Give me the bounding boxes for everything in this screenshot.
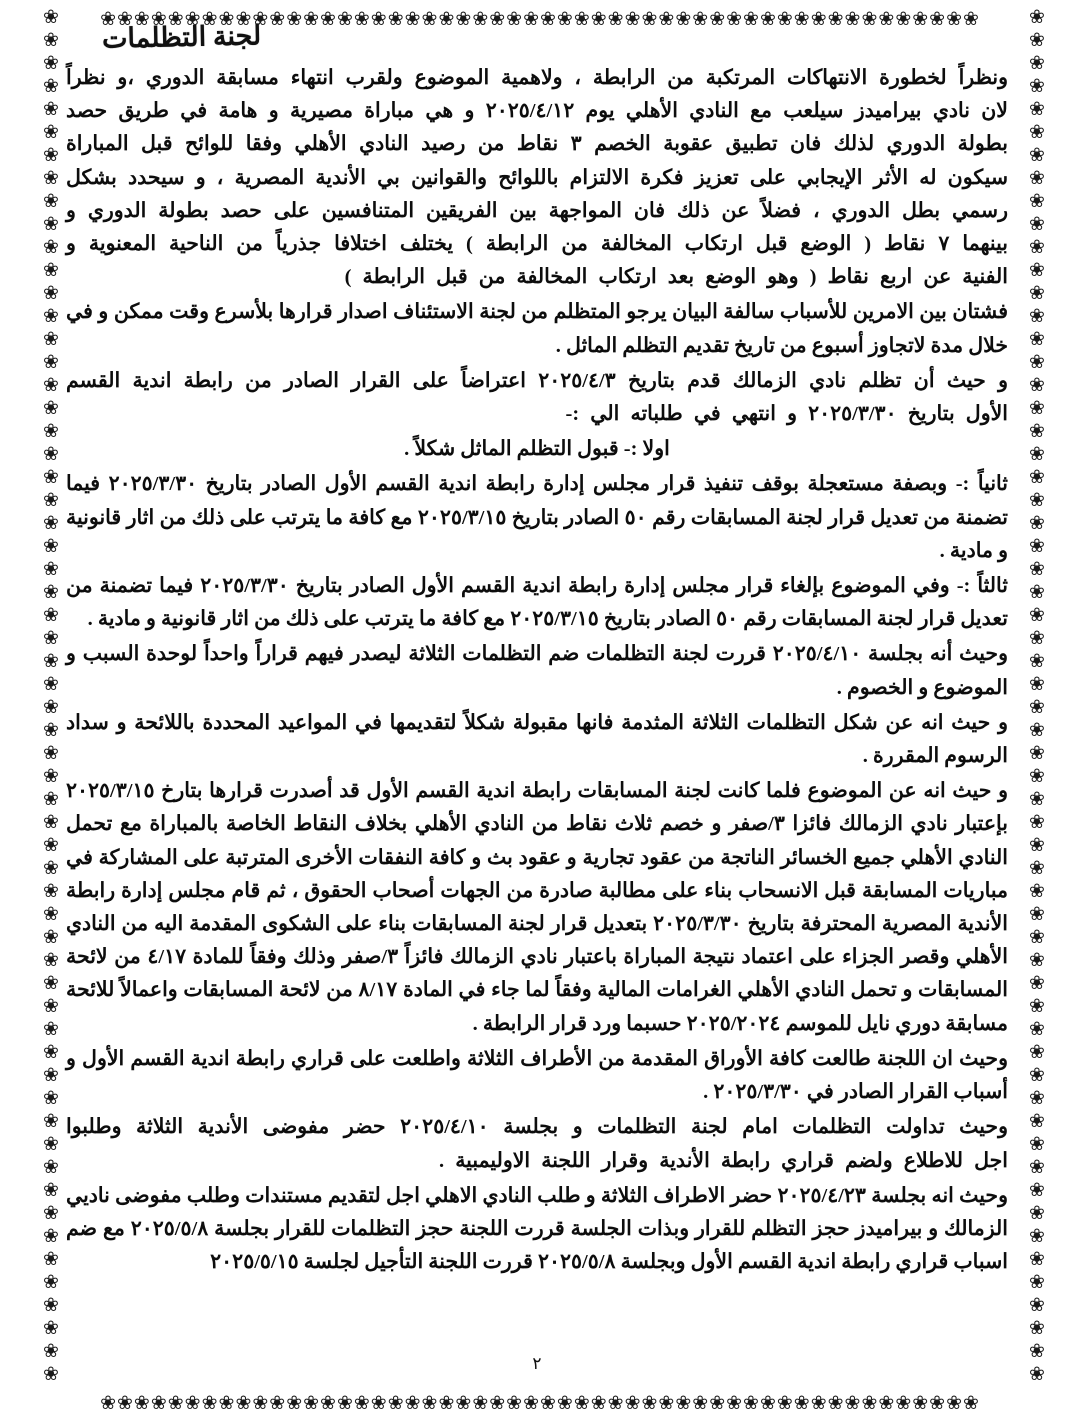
paragraph-request-second: ثانياً :- وبصفة مستعجلة بوقف تنفيذ قرار مجلس إدارة رابطة اندية القسم الأول الصادر بتاريخ ٢٠٢٥/٣/٣٠ فيما تضمنة من تعديل قرار لجنة المسابقات رقم ٥٠ الصادر بتاريخ ٢٠٢٥/٣/١٥ مع كافة ما يترتب على ذلك من اثار قانونية و مادية .	[66, 473, 1008, 562]
paragraph-1: ونظراً لخطورة الانتهاكات المرتكبة من الرابطة ، ولاهمية الموضوع ولقرب انتهاء مسابقة الدوري ،و نظراً لان نادي بيراميدز سيلعب مع النادي الأهلي يوم ٢٠٢٥/٤/١٢ و هي مباراة مصيرية و هامة في طريق حصد بطولة الدوري لذلك فان تطبيق عقوبة الخصم ٣ نقاط من رصيد النادي الأهلي وفقا للوائح قبل المباراة سيكون له الأثر الإيجابي على تعزيز فكرة الالتزام باللوائح والقوانين بي الأندية المصرية ، و سيحدد بشكل رسمي بطل الدوري ، فضلاً عن ذلك فان المواجهة بين الفريقين المتنافسين على حصد بطولة الدوري و بينهما ٧ نقاط ( الوضع قبل ارتكاب المخالفة من الرابطة ) يختلف اختلافا جذرياً من الناحية المعنوية و الفنية عن اربع نقاط ( وهو الوضع بعد ارتكاب المخالفة من قبل الرابطة )	[66, 67, 1009, 289]
committee-stamp: لجنة التظلمات	[101, 20, 262, 54]
border-top: ❀❀❀❀❀❀❀❀❀❀❀❀❀❀❀❀❀❀❀❀❀❀❀❀❀❀❀❀❀❀❀❀❀❀❀❀❀❀❀❀❀❀❀❀❀❀❀❀❀❀❀❀	[100, 8, 980, 30]
paragraph-3: و حيث أن تظلم نادي الزمالك قدم بتاريخ ٢٠٢٥/٤/٣ اعتراضاً على القرار الصادر من رابطة اندية القسم الأول بتاريخ ٢٠٢٥/٣/٣٠ و انتهي في طلباته الي :-	[66, 369, 1008, 426]
document-body	[66, 62, 1008, 1279]
paragraph-hearing-2: وحيث انه بجلسة ٢٠٢٥/٤/٢٣ حضر الاطراف الثلاثة و طلب النادي الاهلي اجل لتقديم مستندات وطلب مفوضى ناديي الزمالك و بيراميدز حجز التظلم للقرار وبذات الجلسة قررت اللجنة حجز التظلمات للقرار بجلسة ٢٠٢٥/٥/٨ مع ضم اسباب قراري رابطة اندية القسم الأول وبجلسة ٢٠٢٥/٥/٨ قررت اللجنة التأجيل لجلسة ٢٠٢٥/٥/١٥	[66, 1184, 1008, 1274]
paragraph-request-first: اولا :- قبول التظلم الماثل شكلاً .	[404, 438, 670, 461]
paragraph-session-merge: وحيث أنه بجلسة ٢٠٢٥/٤/١٠ قررت لجنة التظلمات ضم التظلمات الثلاثة ليصدر فيهم قراراً واحداً لوحدة السبب و الموضوع و الخصوم .	[66, 643, 1008, 699]
border-left: ❀❀❀❀❀❀❀❀❀❀❀❀❀❀❀❀❀❀❀❀❀❀❀❀❀❀❀❀❀❀❀❀❀❀❀❀❀❀❀❀❀❀❀❀❀❀❀❀❀❀❀❀❀❀❀❀❀❀❀❀	[43, 6, 59, 1385]
paragraph-request-third: ثالثاً :- وفي الموضوع بإلغاء قرار مجلس إدارة رابطة اندية القسم الأول الصادر بتاريخ ٢٠٢٥/٣/٣٠ فيما تضمنة من تعديل قرار لجنة المسابقات رقم ٥٠ الصادر بتاريخ ٢٠٢٥/٣/١٥ مع كافة ما يترتب على ذلك من اثار قانونية و مادية .	[66, 575, 1008, 631]
paragraph-subject: و حيث انه عن الموضوع فلما كانت لجنة المسابقات رابطة اندية القسم الأول قد أصدرت قرارها بتارخ ٢٠٢٥/٣/١٥ بإعتبار نادي الزمالك فائزا ٣/صفر و خصم ثلاث نقاط من النادي الأهلي بخلاف النقاط الخاصة بالمباراة مع تحمل النادي الأهلي جميع الخسائر الناتجة من عقود تجارية و عقود بث و كافة النفقات الأخرى المترتبة على المشاركة في مباريات المسابقة قبل الانسحاب بناء على مطالبة صادرة من الجهات أصحاب الحقوق ، ثم قام مجلس إدارة رابطة الأندية المصرية المحترفة بتاريخ ٢٠٢٥/٣/٣٠ بتعديل قرار لجنة المسابقات بناء على الشكوى المقدمة اليه من النادي الأهلي وقصر الجزاء على اعتماد نتيجة المباراة باعتبار نادي الزمالك فائزاً ٣/صفر وذلك وفقاً للمادة ٤/١٧ من لائحة المسابقات و تحمل النادي الأهلي الغرامات المالية وفقاً لما جاء في المادة ٨/١٧ من لائحة المسابقات واعمالاً للائحة مسابقة دوري نايل للموسم ٢٠٢٥/٢٠٢٤ حسبما ورد قرار الرابطة .	[66, 780, 1009, 1035]
border-bottom: ❀❀❀❀❀❀❀❀❀❀❀❀❀❀❀❀❀❀❀❀❀❀❀❀❀❀❀❀❀❀❀❀❀❀❀❀❀❀❀❀❀❀❀❀❀❀❀❀❀❀❀❀	[100, 1392, 980, 1414]
paragraph-review: وحيث ان اللجنة طالعت كافة الأوراق المقدمة من الأطراف الثلاثة واطلعت على قراري رابطة اندية القسم الأول و أسباب القرار الصادر في ٢٠٢٥/٣/٣٠ .	[66, 1047, 1008, 1104]
paragraph-hearing-1: وحيث تداولت التظلمات امام لجنة التظلمات و بجلسة ٢٠٢٥/٤/١٠ حضر مفوضى الأندية الثلاثة وطلبوا اجل للاطلاع ولضم قراري رابطة الأندية وقرار اللجنة الاوليمبية .	[66, 1116, 1008, 1172]
border-right: ❀❀❀❀❀❀❀❀❀❀❀❀❀❀❀❀❀❀❀❀❀❀❀❀❀❀❀❀❀❀❀❀❀❀❀❀❀❀❀❀❀❀❀❀❀❀❀❀❀❀❀❀❀❀❀❀❀❀❀❀	[1029, 6, 1045, 1385]
page-number: ٢	[532, 1354, 542, 1373]
document-content	[66, 20, 1009, 1380]
paragraph-2: فشتان بين الامرين للأسباب سالفة البيان يرجو المتظلم من لجنة الاستئناف اصدار قرارها بلأسرع وقت ممكن و في خلال مدة لاتجاوز أسبوع من تاريخ تقديم التظلم الماثل .	[66, 301, 1008, 357]
paragraph-form-acceptance: و حيث انه عن شكل التظلمات الثلاثة المثدمة فانها مقبولة شكلاً لتقديمها في المواعيد المحددة باللائحة و سداد الرسوم المقررة .	[66, 711, 1008, 768]
